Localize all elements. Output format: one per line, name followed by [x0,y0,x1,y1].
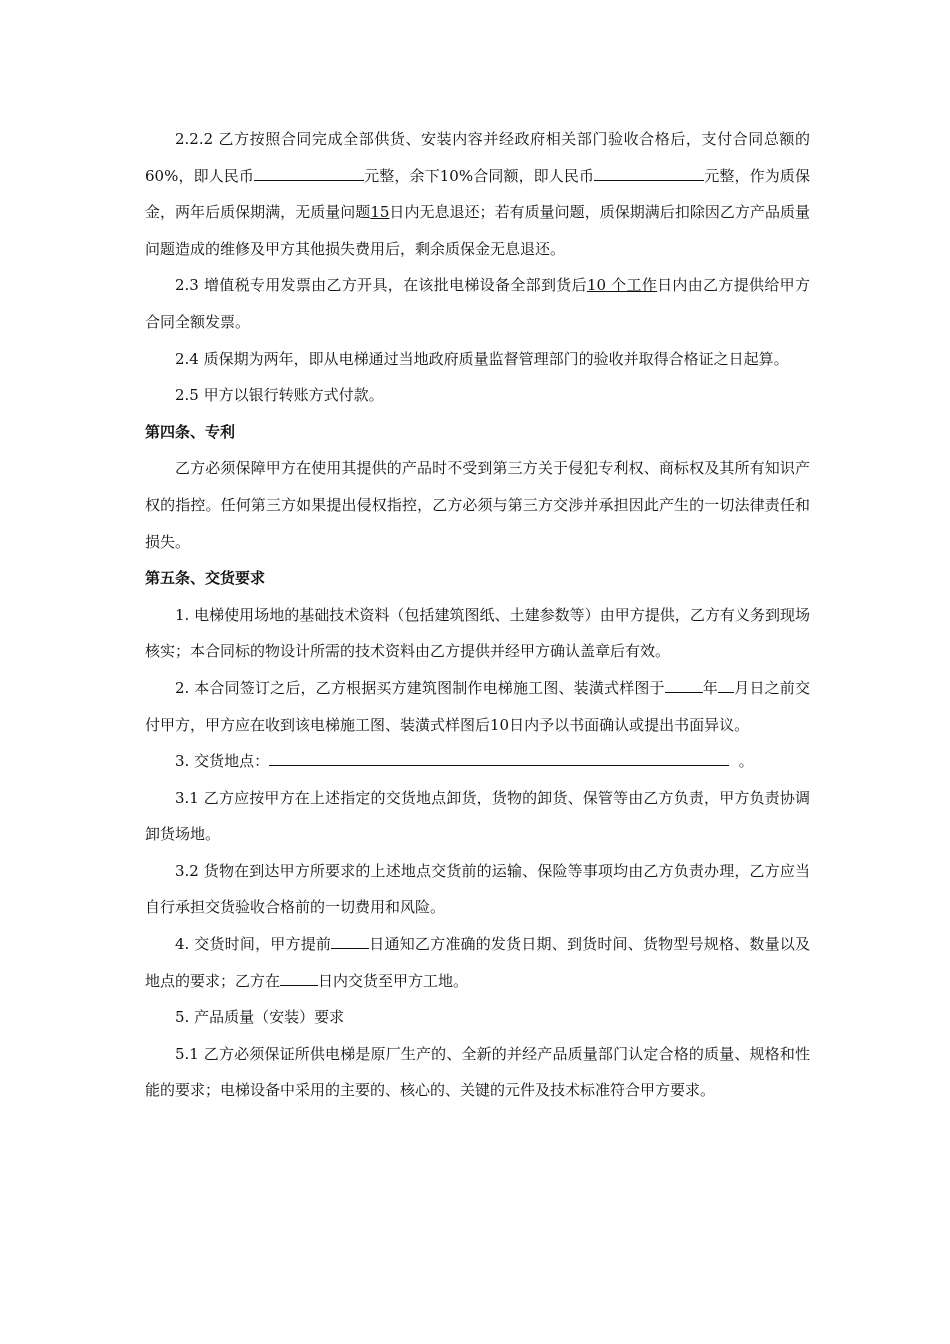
amount-blank-1[interactable] [254,165,364,181]
year-blank[interactable] [665,677,703,693]
article-5-heading: 第五条、交货要求 [145,569,266,588]
delivery-days-blank[interactable] [280,970,318,986]
clause-5-3-2: 3.2 货物在到达甲方所要求的上述地点交货前的运输、保险等事项均由乙方负责办理，乙方应当自行承担交货验收合格前的一切费用和风险。 [145,861,810,917]
clause-5-3: 3. 交货地点： 。 [175,752,754,771]
month-blank[interactable] [718,677,734,693]
clause-5-3-1: 3.1 乙方应按甲方在上述指定的交货地点卸货，货物的卸货、保管等由乙方负责，甲方负责协调卸货场地。 [145,788,810,844]
delivery-location-blank[interactable] [269,750,729,766]
clause-2-2-2: 2.2.2 乙方按照合同完成全部供货、安装内容并经政府相关部门验收合格后，支付合同总额的60%，即人民币 元整，余下10%合同额，即人民币 元整，作为质保金，两年后质保期满，无质量问题15日内无息退还；若有质量问题，质保期满后扣除因乙方产品质量问题造成的维修及甲方其他损失费用后，剩余质保金无息退还。 [145,130,810,258]
clause-2-5: 2.5 甲方以银行转账方式付款。 [175,386,384,405]
clause-2-3: 2.3 增值税专用发票由乙方开具，在该批电梯设备全部到货后10 个工作日内由乙方提供给甲方合同全额发票。 [145,276,810,331]
clause-5-2: 2. 本合同签订之后，乙方根据买方建筑图制作电梯施工图、装潢式样图于 年 月日之前交付甲方，甲方应在收到该电梯施工图、装潢式样图后10日内予以书面确认或提出书面异议。 [145,678,810,734]
amount-blank-2[interactable] [594,165,704,181]
days-value: 15 [370,203,390,222]
clause-5-5-1: 5.1 乙方必须保证所供电梯是原厂生产的、全新的并经产品质量部门认定合格的质量、规格和性能的要求；电梯设备中采用的主要的、核心的、关键的元件及技术标准符合甲方要求。 [145,1044,810,1100]
notice-days-blank[interactable] [331,933,369,949]
clause-5-4: 4. 交货时间，甲方提前 日通知乙方准确的发货日期、到货时间、货物型号规格、数量以及地点的要求；乙方在 日内交货至甲方工地。 [145,935,810,990]
article-4-body: 乙方必须保障甲方在使用其提供的产品时不受到第三方关于侵犯专利权、商标权及其所有知识产权的指控。任何第三方如果提出侵权指控，乙方必须与第三方交涉并承担因此产生的一切法律责任和损失。 [145,459,810,551]
clause-5-1: 1. 电梯使用场地的基础技术资料（包括建筑图纸、土建参数等）由甲方提供，乙方有义务到现场核实；本合同标的物设计所需的技术资料由乙方提供并经甲方确认盖章后有效。 [145,605,810,661]
workdays-value: 10 个工作 [586,276,658,295]
clause-5-5: 5. 产品质量（安装）要求 [175,1008,345,1027]
clause-2-4: 2.4 质保期为两年，即从电梯通过当地政府质量监督管理部门的验收并取得合格证之日起算。 [175,349,789,368]
article-4-heading: 第四条、专利 [145,422,236,441]
